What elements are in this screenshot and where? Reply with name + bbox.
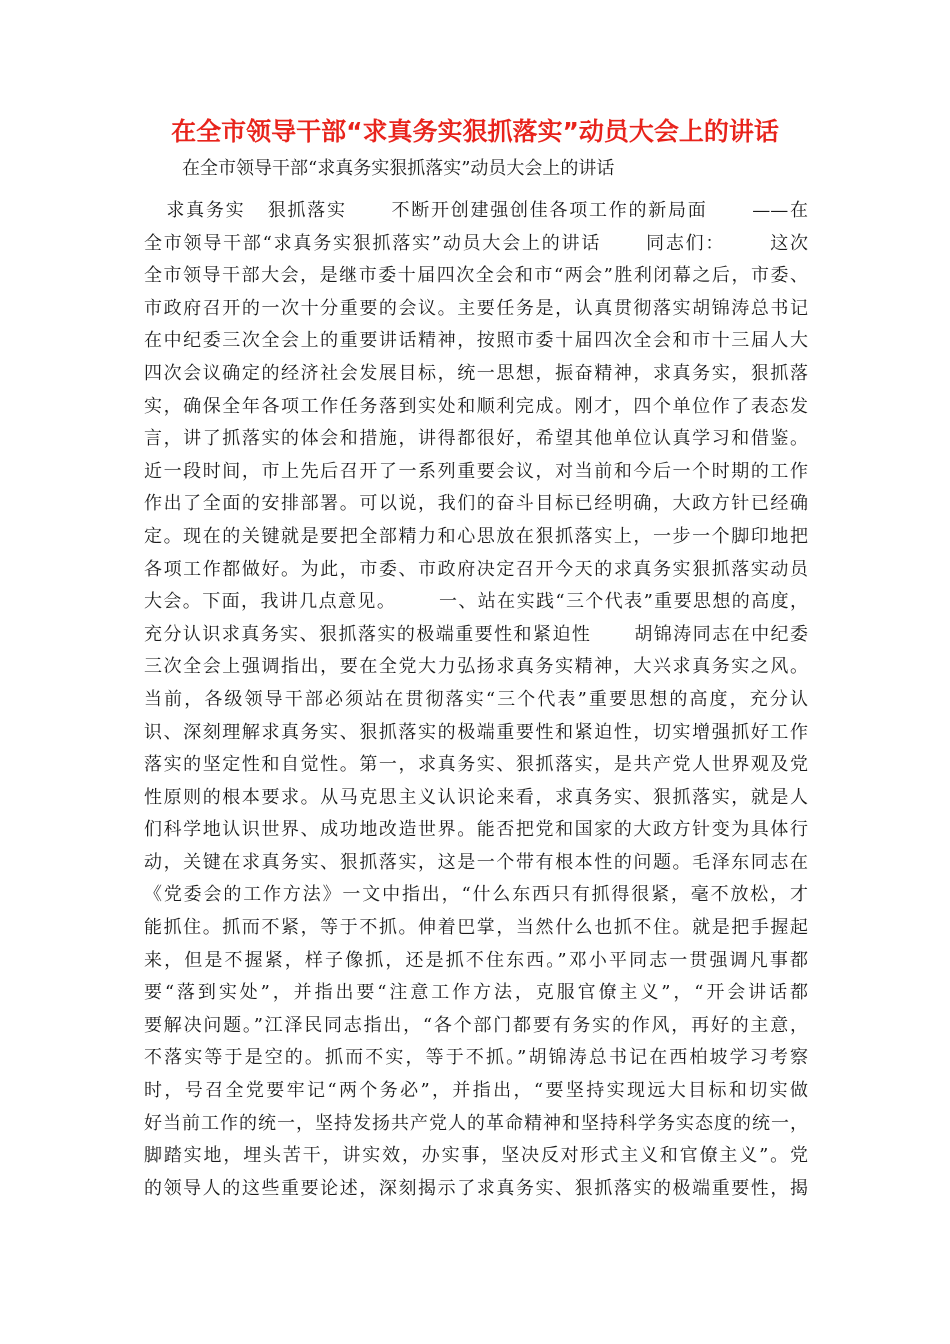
body-line: 言，讲了抓落实的体会和措施，讲得都很好，希望其他单位认真学习和借鉴。 — [144, 428, 808, 450]
body-line: 全市领导干部“求真务实狠抓落实”动员大会上的讲话 同志们： 这次 — [144, 232, 808, 254]
body-line: 实，确保全年各项工作任务落到实处和顺利完成。刚才，四个单位作了表态发 — [144, 395, 808, 417]
body-line: 要“落到实处”，并指出要“注意工作方法，克服官僚主义”，“开会讲话都 — [144, 982, 808, 1004]
body-line: 好当前工作的统一，坚持发扬共产党人的革命精神和坚持科学务实态度的统一， — [144, 1112, 808, 1134]
body-line: 各项工作都做好。为此，市委、市政府决定召开今天的求真务实狠抓落实动员 — [144, 558, 808, 580]
body-line: 求真务实 狠抓落实 不断开创建强创佳各项工作的新局面 ——在 — [144, 200, 808, 221]
body-line: 四次会议确定的经济社会发展目标，统一思想，振奋精神，求真务实，狠抓落 — [144, 362, 808, 384]
body-line: 动，关键在求真务实、狠抓落实，这是一个带有根本性的问题。毛泽东同志在 — [144, 851, 808, 873]
body-line: 性原则的根本要求。从马克思主义认识论来看，求真务实、狠抓落实，就是人 — [144, 786, 808, 808]
body-line: 作出了全面的安排部署。可以说，我们的奋斗目标已经明确，大政方针已经确 — [144, 493, 808, 515]
body-line: 充分认识求真务实、狠抓落实的极端重要性和紧迫性 胡锦涛同志在中纪委 — [144, 623, 808, 645]
body-line: 要解决问题。”江泽民同志指出，“各个部门都要有务实的作风，再好的主意， — [144, 1014, 808, 1036]
body-line: 近一段时间，市上先后召开了一系列重要会议，对当前和今后一个时期的工作 — [144, 460, 808, 482]
body-line: 能抓住。抓而不紧，等于不抓。伸着巴掌，当然什么也抓不住。就是把手握起 — [144, 917, 808, 939]
body-line: 的领导人的这些重要论述，深刻揭示了求真务实、狠抓落实的极端重要性，揭 — [144, 1177, 808, 1199]
body-line: 《党委会的工作方法》一文中指出，“什么东西只有抓得很紧，毫不放松，才 — [144, 884, 808, 906]
body-line: 来，但是不握紧，样子像抓，还是抓不住东西。”邓小平同志一贯强调凡事都 — [144, 949, 808, 971]
body-line: 落实的坚定性和自觉性。第一，求真务实、狠抓落实，是共产党人世界观及党 — [144, 754, 808, 776]
body-line: 全市领导干部大会，是继市委十届四次全会和市“两会”胜利闭幕之后，市委、 — [144, 265, 808, 287]
body-line: 时，号召全党要牢记“两个务必”，并指出，“要坚持实现远大目标和切实做 — [144, 1080, 808, 1102]
body-line: 在中纪委三次全会上的重要讲话精神，按照市委十届四次全会和市十三届人大 — [144, 330, 808, 352]
body-line: 们科学地认识世界、成功地改造世界。能否把党和国家的大政方针变为具体行 — [144, 819, 808, 841]
body-line: 大会。下面，我讲几点意见。 一、站在实践“三个代表”重要思想的高度， — [144, 591, 808, 613]
body-line: 定。现在的关键就是要把全部精力和心思放在狠抓落实上，一步一个脚印地把 — [144, 525, 808, 547]
document-title: 在全市领导干部“求真务实狠抓落实”动员大会上的讲话 — [171, 117, 779, 146]
body-line: 脚踏实地，埋头苦干，讲实效，办实事，坚决反对形式主义和官僚主义”。党 — [144, 1145, 808, 1167]
body-line: 识、深刻理解求真务实、狠抓落实的极端重要性和紧迫性，切实增强抓好工作 — [144, 721, 808, 743]
document-body — [144, 195, 808, 1205]
document-subtitle: 在全市领导干部“求真务实狠抓落实”动员大会上的讲话 — [182, 158, 615, 179]
body-line: 不落实等于是空的。抓而不实，等于不抓。”胡锦涛总书记在西柏坡学习考察 — [144, 1047, 808, 1069]
body-line: 市政府召开的一次十分重要的会议。主要任务是，认真贯彻落实胡锦涛总书记 — [144, 297, 808, 319]
body-line: 三次全会上强调指出，要在全党大力弘扬求真务实精神，大兴求真务实之风。 — [144, 656, 808, 678]
body-line: 当前，各级领导干部必须站在贯彻落实“三个代表”重要思想的高度，充分认 — [144, 688, 808, 710]
